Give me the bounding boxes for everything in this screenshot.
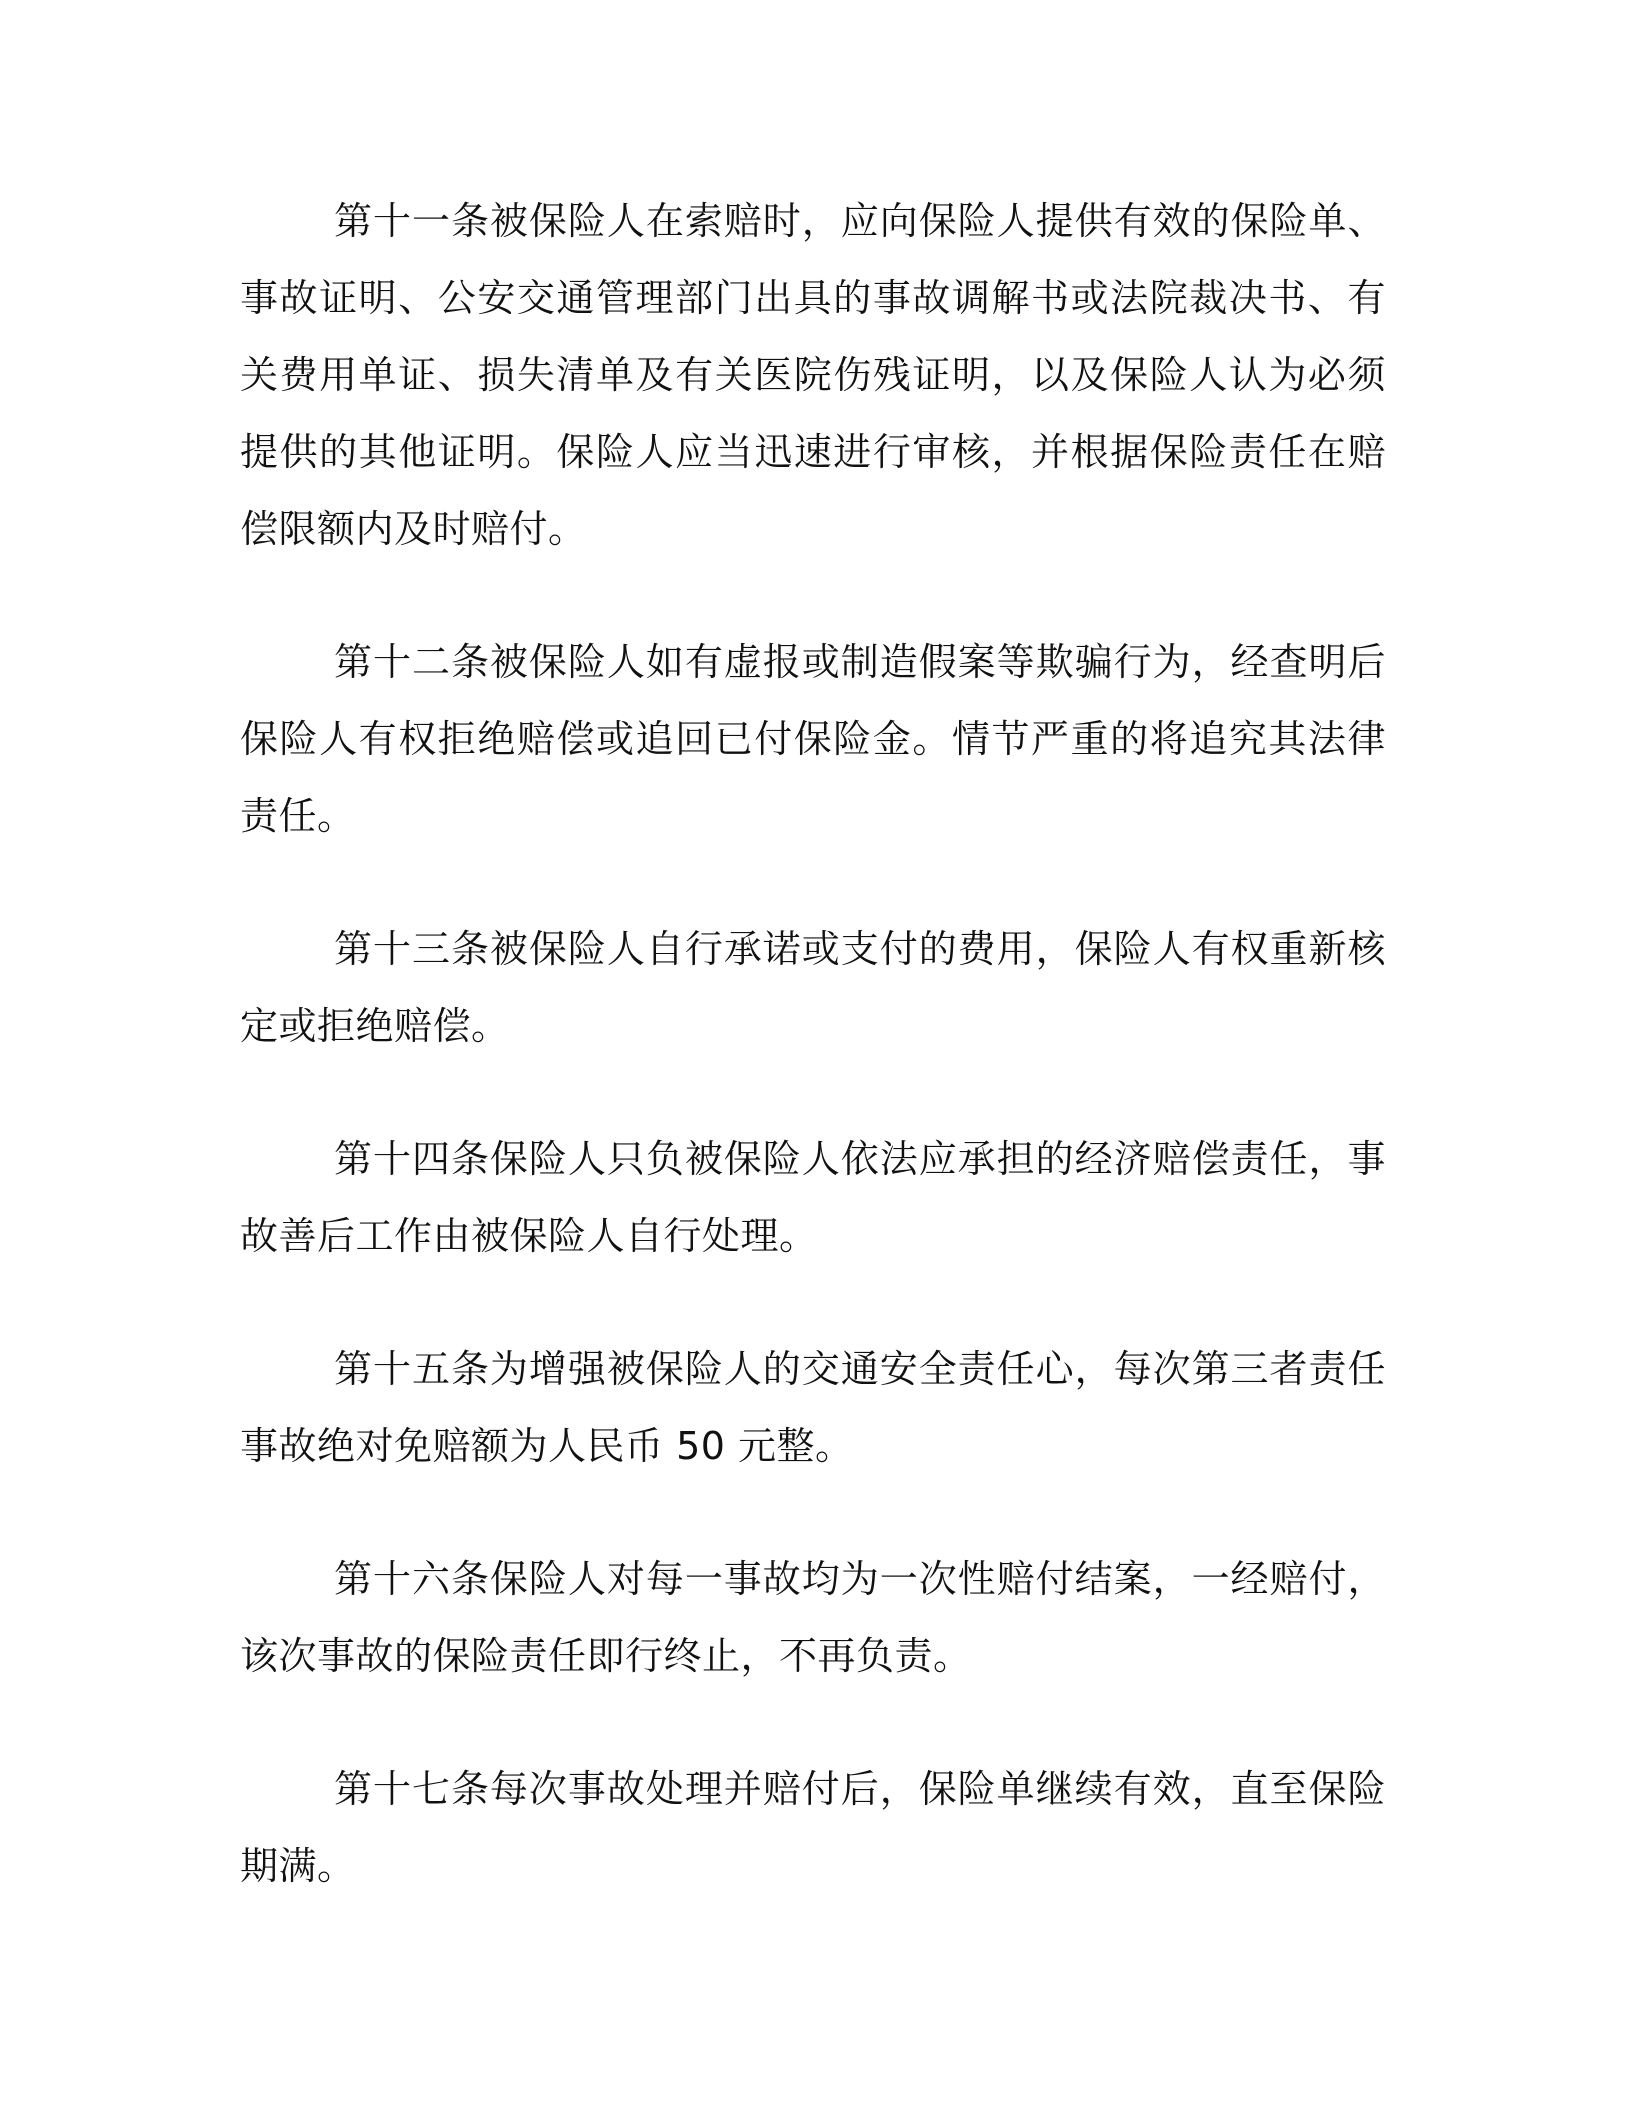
article-12-paragraph: 第十二条被保险人如有虚报或制造假案等欺骗行为，经查明后保险人有权拒绝赔偿或追回已付保险金。情节严重的将追究其法律责任。 <box>240 640 1386 838</box>
article-14-paragraph: 第十四条保险人只负被保险人依法应承担的经济赔偿责任，事故善后工作由被保险人自行处理。 <box>240 1137 1386 1258</box>
article-17-paragraph: 第十七条每次事故处理并赔付后，保险单继续有效，直至保险期满。 <box>240 1767 1386 1888</box>
article-16-paragraph: 第十六条保险人对每一事故均为一次性赔付结案，一经赔付，该次事故的保险责任即行终止，不再负责。 <box>240 1557 1386 1678</box>
document-page <box>240 183 1386 1961</box>
article-11-paragraph: 第十一条被保险人在索赔时，应向保险人提供有效的保险单、事故证明、公安交通管理部门出具的事故调解书或法院裁决书、有关费用单证、损失清单及有关医院伤残证明，以及保险人认为必须提供的其他证明。保险人应当迅速进行审核，并根据保险责任在赔偿限额内及时赔付。 <box>240 199 1386 551</box>
article-13-paragraph: 第十三条被保险人自行承诺或支付的费用，保险人有权重新核定或拒绝赔偿。 <box>240 927 1386 1048</box>
article-15-paragraph: 第十五条为增强被保险人的交通安全责任心，每次第三者责任事故绝对免赔额为人民币 50 元整。 <box>240 1347 1386 1468</box>
